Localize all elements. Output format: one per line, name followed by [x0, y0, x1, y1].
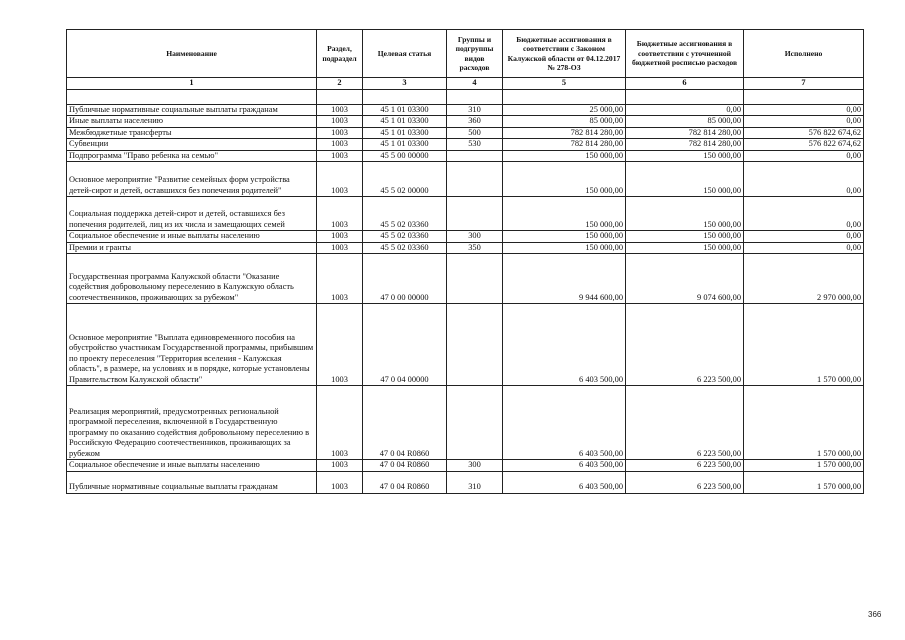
cell-name: Реализация мероприятий, предусмотренных региональной программой переселения, включенной в Государственную программу по оказанию содействия добровольному переселению в Российскую Федерацию соотечественников, проживающих за рубежом: [67, 386, 317, 460]
table-row: [67, 139, 864, 151]
cell-section: 1003: [317, 197, 363, 231]
table-row: [67, 460, 864, 472]
header-law: Бюджетные ассигнования в соответствии с Законом Калужской области от 04.12.2017 № 278-ОЗ: [503, 30, 626, 78]
cell-refined-amount: 150 000,00: [626, 231, 744, 243]
cell-section: 1003: [317, 304, 363, 386]
cell-target: 45 5 00 00000: [363, 150, 447, 162]
cell-group: 350: [447, 242, 503, 254]
cell-section: 1003: [317, 386, 363, 460]
cell-executed-amount: 1 570 000,00: [744, 304, 864, 386]
cell-name: Публичные нормативные социальные выплаты гражданам: [67, 471, 317, 493]
cell-refined-amount: 9 074 600,00: [626, 254, 744, 304]
cell-group: [447, 386, 503, 460]
cell-target: 45 5 02 03360: [363, 197, 447, 231]
cell-executed-amount: 0,00: [744, 197, 864, 231]
cell-executed-amount: 0,00: [744, 116, 864, 128]
cell-section: 1003: [317, 104, 363, 116]
cell-group: 500: [447, 127, 503, 139]
cell-group: 300: [447, 231, 503, 243]
column-number: 2: [317, 78, 363, 90]
cell-executed-amount: 0,00: [744, 150, 864, 162]
budget-table: [66, 29, 864, 494]
cell-name: Премии и гранты: [67, 242, 317, 254]
header-target: Целевая статья: [363, 30, 447, 78]
table-row: [67, 162, 864, 197]
cell-law-amount: 6 403 500,00: [503, 460, 626, 472]
cell-name: Подпрограмма "Право ребенка на семью": [67, 150, 317, 162]
cell-law-amount: 85 000,00: [503, 116, 626, 128]
cell-group: 310: [447, 471, 503, 493]
cell-name: Социальное обеспечение и иные выплаты населению: [67, 460, 317, 472]
cell-section: 1003: [317, 460, 363, 472]
cell-law-amount: 150 000,00: [503, 231, 626, 243]
cell-section: 1003: [317, 127, 363, 139]
table-row: [67, 127, 864, 139]
cell-law-amount: 6 403 500,00: [503, 386, 626, 460]
cell-target: 45 5 02 00000: [363, 162, 447, 197]
cell-target: 45 1 01 03300: [363, 139, 447, 151]
cell-group: [447, 197, 503, 231]
cell-section: 1003: [317, 242, 363, 254]
cell-name: Основное мероприятие "Выплата единовременного пособия на обустройство участникам Государственной программы, прибывшим по проекту переселения "Территория вселения - Калужская область", в размере, на условиях и в порядке, которые установлены Правительством Калужской области": [67, 304, 317, 386]
header-name: Наименование: [67, 30, 317, 78]
cell-executed-amount: 0,00: [744, 242, 864, 254]
cell-section: 1003: [317, 139, 363, 151]
cell-section: 1003: [317, 150, 363, 162]
cell-refined-amount: 150 000,00: [626, 242, 744, 254]
table-row: [67, 471, 864, 493]
cell-group: 530: [447, 139, 503, 151]
cell-law-amount: 150 000,00: [503, 150, 626, 162]
cell-group: [447, 304, 503, 386]
table-row: [67, 304, 864, 386]
cell-refined-amount: 150 000,00: [626, 150, 744, 162]
cell-section: 1003: [317, 254, 363, 304]
cell-executed-amount: 576 822 674,62: [744, 139, 864, 151]
column-number: 6: [626, 78, 744, 90]
table-row: [67, 242, 864, 254]
cell-refined-amount: 782 814 280,00: [626, 139, 744, 151]
cell-law-amount: 6 403 500,00: [503, 471, 626, 493]
cell-target: 47 0 04 R0860: [363, 471, 447, 493]
cell-target: 45 1 01 03300: [363, 116, 447, 128]
table-row: [67, 231, 864, 243]
cell-section: 1003: [317, 162, 363, 197]
cell-section: 1003: [317, 116, 363, 128]
table-row: [67, 116, 864, 128]
table-row: [67, 386, 864, 460]
column-number: 1: [67, 78, 317, 90]
table-row: [67, 150, 864, 162]
cell-section: 1003: [317, 231, 363, 243]
cell-executed-amount: 2 970 000,00: [744, 254, 864, 304]
cell-target: 45 1 01 03300: [363, 127, 447, 139]
cell-executed-amount: 0,00: [744, 104, 864, 116]
cell-target: 47 0 04 R0860: [363, 460, 447, 472]
cell-target: 47 0 04 R0860: [363, 386, 447, 460]
cell-law-amount: 150 000,00: [503, 197, 626, 231]
cell-executed-amount: 0,00: [744, 162, 864, 197]
cell-name: Публичные нормативные социальные выплаты гражданам: [67, 104, 317, 116]
column-number: 3: [363, 78, 447, 90]
cell-name: Иные выплаты населению: [67, 116, 317, 128]
cell-executed-amount: 1 570 000,00: [744, 386, 864, 460]
header-row: [67, 30, 864, 78]
cell-law-amount: 150 000,00: [503, 242, 626, 254]
cell-law-amount: 25 000,00: [503, 104, 626, 116]
column-number: 5: [503, 78, 626, 90]
cell-refined-amount: 782 814 280,00: [626, 127, 744, 139]
cell-group: 360: [447, 116, 503, 128]
cell-target: 47 0 00 00000: [363, 254, 447, 304]
table-row: [67, 254, 864, 304]
cell-refined-amount: 6 223 500,00: [626, 386, 744, 460]
cell-group: 310: [447, 104, 503, 116]
cell-law-amount: 9 944 600,00: [503, 254, 626, 304]
cell-name: Государственная программа Калужской области "Оказание содействия добровольному переселению в Калужскую область соотечественников, проживающих за рубежом": [67, 254, 317, 304]
cell-refined-amount: 6 223 500,00: [626, 460, 744, 472]
cell-executed-amount: 576 822 674,62: [744, 127, 864, 139]
header-groups: Группы и подгруппы видов расходов: [447, 30, 503, 78]
cell-law-amount: 150 000,00: [503, 162, 626, 197]
cell-name: Социальная поддержка детей-сирот и детей, оставшихся без попечения родителей, лиц из их числа и замещающих семей: [67, 197, 317, 231]
cell-refined-amount: 6 223 500,00: [626, 304, 744, 386]
cell-executed-amount: 0,00: [744, 231, 864, 243]
cell-law-amount: 6 403 500,00: [503, 304, 626, 386]
table-row: [67, 104, 864, 116]
cell-name: Социальное обеспечение и иные выплаты населению: [67, 231, 317, 243]
cell-refined-amount: 0,00: [626, 104, 744, 116]
cell-refined-amount: 6 223 500,00: [626, 471, 744, 493]
spacer-row: [67, 89, 864, 104]
cell-law-amount: 782 814 280,00: [503, 139, 626, 151]
cell-executed-amount: 1 570 000,00: [744, 460, 864, 472]
cell-target: 47 0 04 00000: [363, 304, 447, 386]
cell-refined-amount: 150 000,00: [626, 197, 744, 231]
table-row: [67, 197, 864, 231]
column-number: 4: [447, 78, 503, 90]
cell-group: [447, 162, 503, 197]
cell-target: 45 5 02 03360: [363, 231, 447, 243]
cell-refined-amount: 85 000,00: [626, 116, 744, 128]
cell-name: Субвенции: [67, 139, 317, 151]
cell-group: 300: [447, 460, 503, 472]
cell-law-amount: 782 814 280,00: [503, 127, 626, 139]
cell-name: Межбюджетные трансферты: [67, 127, 317, 139]
page-number: 366: [868, 610, 882, 619]
cell-group: [447, 254, 503, 304]
column-number: 7: [744, 78, 864, 90]
header-executed: Исполнено: [744, 30, 864, 78]
cell-name: Основное мероприятие "Развитие семейных форм устройства детей-сирот и детей, оставшихся без попечения родителей": [67, 162, 317, 197]
cell-section: 1003: [317, 471, 363, 493]
column-number-row: [67, 78, 864, 90]
cell-refined-amount: 150 000,00: [626, 162, 744, 197]
cell-target: 45 5 02 03360: [363, 242, 447, 254]
header-section: Раздел, подраздел: [317, 30, 363, 78]
header-refined: Бюджетные ассигнования в соответствии с уточненной бюджетной росписью расходов: [626, 30, 744, 78]
cell-group: [447, 150, 503, 162]
cell-target: 45 1 01 03300: [363, 104, 447, 116]
cell-executed-amount: 1 570 000,00: [744, 471, 864, 493]
